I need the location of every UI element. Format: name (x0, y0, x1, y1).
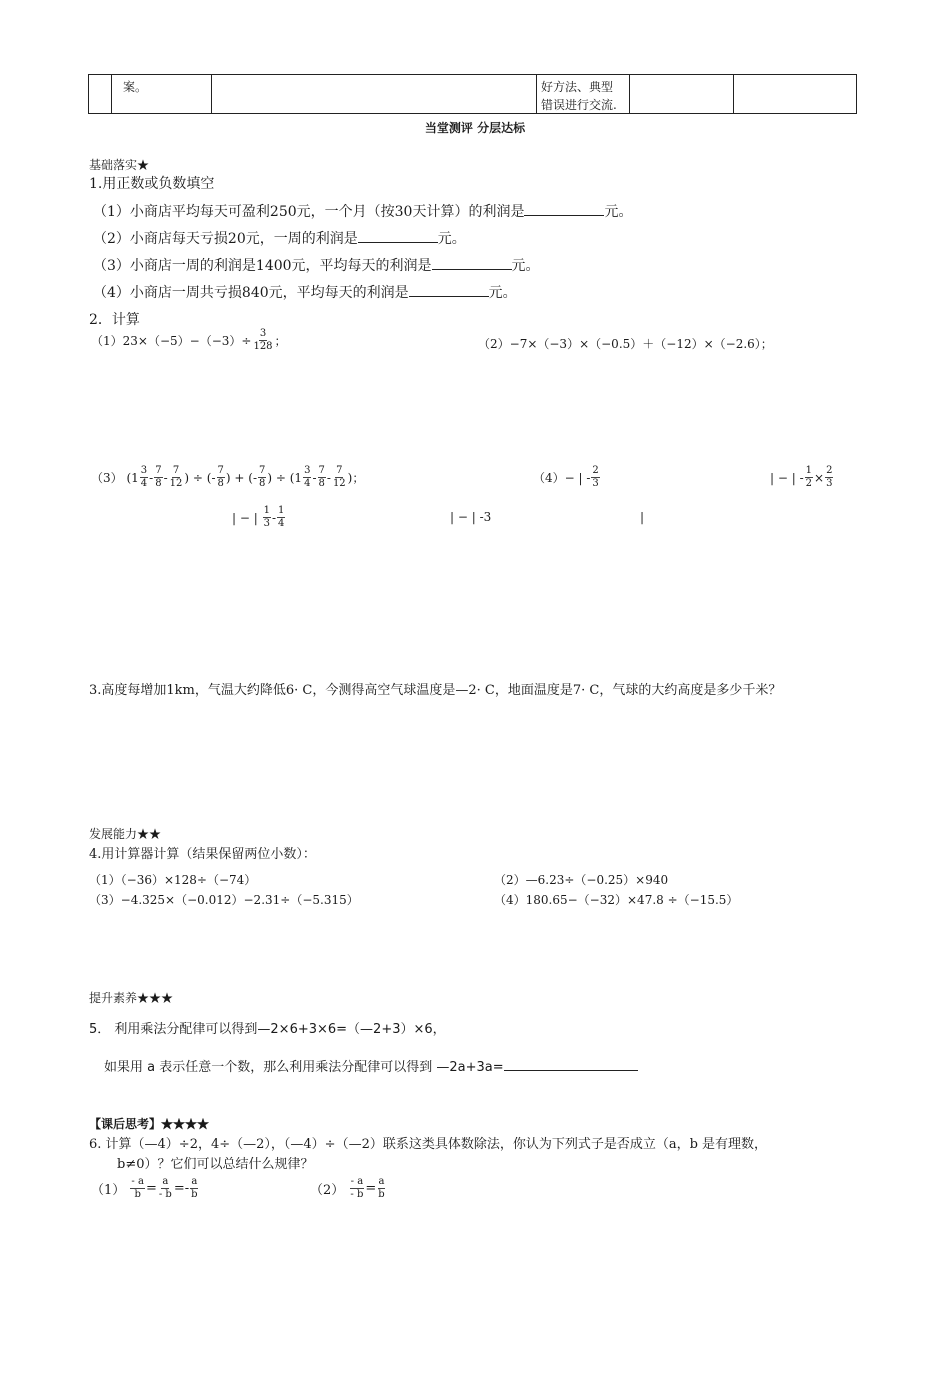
fraction (591, 465, 599, 490)
answer-blank[interactable] (524, 203, 604, 216)
numerator: 3 (140, 465, 148, 476)
numerator: 7 (172, 465, 180, 476)
question-5-line2 (104, 1056, 638, 1075)
numerator: 1 (263, 505, 270, 516)
calc-item: （1）（−36）×128÷（−74） (89, 873, 257, 887)
calc-item: （4）180.65−（−32）×47.8 ÷（−15.5） (494, 893, 739, 907)
question-title: 1.用正数或负数填空 (89, 176, 215, 192)
level-heading: 发展能力★★ (89, 827, 162, 841)
equation-2 (310, 1176, 387, 1201)
denominator: b (378, 1189, 385, 1200)
denominator: b (191, 1189, 198, 1200)
fraction (140, 465, 148, 490)
numerator: 7 (259, 465, 266, 476)
numerator: 3 (304, 465, 311, 476)
expression-text: | − | - (770, 470, 804, 485)
expression-text: （4）− | - (533, 471, 591, 485)
numerator: 7 (155, 465, 162, 476)
table-cell-text: 案。 (123, 80, 148, 94)
fraction (258, 465, 266, 490)
fill-item-unit: 元。 (604, 204, 633, 220)
level-heading: 提升素养★★★ (89, 991, 174, 1005)
fraction (349, 1176, 364, 1201)
expression-text: ) ÷ (- (184, 470, 216, 485)
level-heading: 基础落实★ (89, 158, 150, 172)
fill-item (93, 228, 466, 248)
denominator: 12 (332, 478, 346, 489)
fill-item-unit: 元。 (437, 231, 466, 247)
numerator: 1 (278, 505, 285, 516)
fraction (169, 465, 184, 490)
expression-text: - (149, 470, 154, 485)
equation-text: = (365, 1181, 377, 1196)
denominator: 128 (253, 341, 273, 352)
numerator: 2 (592, 465, 599, 476)
fill-item-text: （2）小商店每天亏损20元，一周的利润是 (93, 231, 358, 247)
answer-blank[interactable] (409, 284, 489, 297)
denominator: 2 (805, 478, 813, 489)
question-title: 4.用计算器计算（结果保留两位小数）： (89, 847, 316, 862)
expression-text: × (814, 470, 825, 485)
denominator: 8 (318, 478, 325, 489)
equation-text: = (145, 1181, 157, 1196)
fraction (158, 1176, 173, 1201)
expression-text: ； (274, 334, 287, 348)
table-divider (536, 75, 537, 113)
numerator: a (191, 1176, 198, 1187)
expression-text: - (271, 510, 277, 525)
numerator: a (378, 1176, 385, 1187)
table-divider (733, 75, 734, 113)
fraction (263, 505, 271, 530)
fraction (303, 465, 311, 490)
answer-blank[interactable] (504, 1058, 638, 1071)
section-title: 当堂测评 分层达标 (424, 121, 526, 135)
numerator: a (162, 1176, 169, 1187)
fraction (377, 1176, 385, 1201)
expression-text: | − | (232, 510, 258, 525)
expression-text: （1）23×（−5）−（−3）÷ (91, 334, 252, 348)
answer-blank[interactable] (358, 230, 438, 243)
table-cell-text: 错误进行交流. (541, 98, 617, 112)
denominator: 4 (140, 478, 148, 489)
fraction (277, 505, 285, 530)
expression-1 (91, 328, 287, 353)
numerator: 3 (259, 328, 267, 339)
equation-label: （2） (310, 1183, 345, 1198)
question-title: 2．计算 (89, 312, 140, 328)
expression-2: （2）−7×（−3）×（−0.5）＋（−12）×（−2.6）； (478, 337, 773, 351)
question-6-line2: b≠0）？它们可以总结什么规律？ (117, 1157, 314, 1172)
expression-4-right (770, 465, 834, 490)
expression-text: - (312, 470, 317, 485)
denominator: 4 (278, 518, 285, 529)
answer-blank[interactable] (432, 257, 512, 270)
numerator: 7 (217, 465, 224, 476)
numerator: 1 (805, 465, 813, 476)
calc-item: （2）—6.23÷（−0.25）×940 (494, 873, 669, 887)
after-heading: 【课后思考】★★★★ (89, 1117, 210, 1131)
expression-text: - (163, 470, 168, 485)
fill-item-unit: 元。 (488, 285, 517, 301)
fraction (154, 465, 162, 490)
expression-4 (533, 465, 601, 490)
question-6-line1: 6. 计算（—4）÷2，4÷（—2），（—4）÷（—2）联系这类具体数除法，你认为下列式子是否成立（a，b 是有理数， (89, 1137, 768, 1152)
expression-text: )； (347, 471, 365, 485)
denominator: 3 (826, 478, 833, 489)
denominator: 8 (217, 478, 224, 489)
fraction (805, 465, 813, 490)
question-5-line1: 5． 利用乘法分配律可以得到—2×6+3×6=（—2+3）×6， (89, 1022, 446, 1037)
expression-text: | (640, 510, 645, 524)
table-cell-text: 好方法、典型 (541, 80, 614, 94)
fill-item (93, 282, 517, 302)
numerator: 2 (826, 465, 833, 476)
fill-item-unit: 元。 (511, 258, 540, 274)
denominator: 3 (592, 478, 599, 489)
fill-item-text: （1）小商店平均每天可盈利250元，一个月（按30天计算）的利润是 (93, 204, 525, 220)
fraction (217, 465, 225, 490)
fraction (190, 1176, 198, 1201)
fraction (130, 1176, 145, 1201)
fill-item (93, 255, 540, 275)
expression-4-line2 (232, 505, 286, 530)
calc-item: （3）−4.325×（−0.012）−2.31÷（−5.315） (89, 893, 359, 907)
fraction (332, 465, 347, 490)
denominator: 8 (155, 478, 162, 489)
fraction (252, 328, 273, 353)
expression-text: - (326, 470, 331, 485)
numerator: - a (350, 1176, 364, 1187)
denominator: b (134, 1189, 141, 1200)
fill-item (93, 201, 632, 221)
equation-1 (91, 1176, 200, 1201)
denominator: - b (350, 1189, 364, 1200)
expression-text: (1 (126, 470, 139, 485)
denominator: 3 (263, 518, 270, 529)
numerator: - a (131, 1176, 144, 1187)
equation-text: =- (173, 1181, 190, 1196)
denominator: 8 (259, 478, 266, 489)
denominator: - b (158, 1189, 172, 1200)
expression-3 (91, 465, 364, 490)
expression-label: （3） (91, 471, 123, 485)
fill-item-text: （4）小商店一周共亏损840元，平均每天的利润是 (93, 285, 409, 301)
denominator: 12 (169, 478, 183, 489)
question-text: 如果用 a 表示任意一个数，那么利用乘法分配律可以得到 —2a+3a= (104, 1060, 504, 1075)
question-3: 3.高度每增加1km，气温大约降低6· C，今测得高空气球温度是—2· C，地面温度是7· C，气球的大约高度是多少千米？ (89, 683, 782, 698)
numerator: 7 (336, 465, 343, 476)
fraction (318, 465, 326, 490)
table-divider (629, 75, 630, 113)
fill-item-text: （3）小商店一周的利润是1400元，平均每天的利润是 (93, 258, 432, 274)
numerator: 7 (318, 465, 325, 476)
expression-text: ) + (- (225, 470, 257, 485)
denominator: 4 (304, 478, 311, 489)
expression-text: | − | -3 (450, 510, 492, 524)
expression-text: ) ÷ (1 (267, 470, 303, 485)
table-divider (111, 75, 112, 113)
fraction (825, 465, 833, 490)
equation-label: （1） (91, 1183, 126, 1198)
header-table (88, 74, 857, 114)
table-divider (211, 75, 212, 113)
